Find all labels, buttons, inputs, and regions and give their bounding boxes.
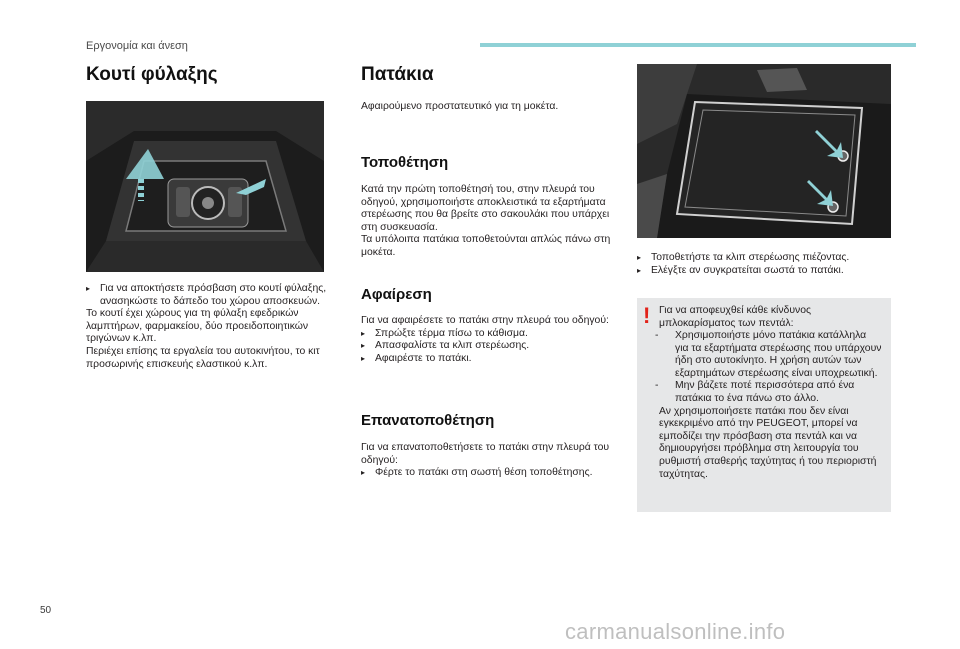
storage-text-line: τριγώνων κ.λπ. (86, 333, 157, 345)
warning-text-line: μπλοκαρίσματος των πεντάλ: (659, 317, 794, 329)
warning-text-line: ρυθμιστή σταθερής ταχύτητας ή του περιοριστή (659, 455, 877, 467)
installation-text-line: οδηγού, χρησιμοποιήστε αποκλειστικά τα εξαρτήματα (361, 196, 606, 208)
watermark: carmanualsonline.info (565, 619, 786, 644)
storage-text-line: Περιέχει επίσης τα εργαλεία του αυτοκινήτου, το κιτ (86, 345, 320, 357)
floor-mat-photo (637, 64, 891, 238)
refitting-heading: Επανατοποθέτηση (361, 412, 495, 429)
installation-text-line: Τα υπόλοιπα πατάκια τοποθετούνται απλώς πάνω στη (361, 234, 611, 246)
removal-step: ▸ Απασφαλίστε τα κλιπ στερέωσης. (361, 340, 631, 353)
removal-heading: Αφαίρεση (361, 286, 432, 303)
fitting-step: ▸ Τοποθετήστε τα κλιπ στερέωσης πιέζοντας. (637, 252, 897, 265)
warning-item-line: εξαρτημάτων στερέωσης είναι υποχρεωτική. (675, 367, 878, 379)
refitting-text-line: οδηγού: (361, 454, 398, 466)
installation-text-line: στερέωσης που θα βρείτε στο σακουλάκι που υπάρχει (361, 209, 610, 221)
warning-item: - Χρησιμοποιήστε μόνο πατάκια κατάλληλα (645, 330, 889, 343)
page-number: 50 (40, 605, 52, 616)
warning-item: - Μην βάζετε ποτέ περισσότερα από ένα (645, 380, 889, 393)
storage-access-step: ▸ Για να αποκτήσετε πρόσβαση στο κουτί φύλαξης, ανασηκώστε το δάπεδο του χώρου αποσκευών. (86, 283, 336, 308)
installation-text-line: μοκέτα. (361, 246, 396, 258)
warning-text-line: εγκεκριμένο από την PEUGEOT, μπορεί να (659, 418, 858, 430)
warning-item-line: για τα εξαρτήματα στερέωσης που υπάρχουν (675, 342, 882, 354)
mats-title: Πατάκια (361, 64, 434, 85)
storage-box-title: Κουτί φύλαξης (86, 64, 218, 85)
warning-text-line: Για να αποφευχθεί κάθε κίνδυνος (659, 305, 812, 316)
floor-mat-illustration (637, 64, 891, 238)
fitting-step: ▸ Ελέγξτε αν συγκρατείται σωστά το πατάκι. (637, 265, 897, 278)
section-header: Εργονομία και άνεση (86, 40, 188, 52)
refitting-text-line: Για να επανατοποθετήσετε το πατάκι στην πλευρά του (361, 442, 610, 453)
installation-text-line: Κατά την πρώτη τοποθέτησή του, στην πλευρά του (361, 184, 595, 195)
removal-step: ▸ Σπρώξτε τέρμα πίσω το κάθισμα. (361, 328, 631, 341)
storage-text-line: Το κουτί έχει χώρους για τη φύλαξη εφεδρικών (86, 308, 299, 320)
warning-text-line: εμποδίζει την πρόσβαση στα πεντάλ και να (659, 430, 857, 442)
exclamation-icon: ! (643, 303, 651, 328)
trunk-storage-photo (86, 101, 324, 272)
warning-item-line: ήδη στο αυτοκίνητο. Η χρήση αυτών των (675, 355, 862, 367)
mats-intro: Αφαιρούμενο προστατευτικό για τη μοκέτα. (361, 101, 559, 112)
refitting-step: ▸ Φέρτε το πατάκι στη σωστή θέση τοποθέτησης. (361, 467, 631, 480)
warning-item-line: πατάκια το ένα πάνω στο άλλο. (675, 392, 819, 404)
removal-step: ▸ Αφαιρέστε το πατάκι. (361, 353, 631, 366)
header-accent-bar (480, 43, 916, 47)
storage-text-line: λαμπτήρων, φαρμακείου, δύο προειδοποιητικών (86, 320, 309, 332)
warning-text-line: Αν χρησιμοποιήσετε πατάκι που δεν είναι (659, 405, 849, 417)
installation-heading: Τοποθέτηση (361, 154, 449, 171)
warning-text-line: δημιουργήσει πρόβλημα στη λειτουργία του (659, 443, 859, 455)
trunk-storage-illustration (86, 101, 324, 272)
warning-text-line: ταχύτητας. (659, 468, 708, 480)
installation-text-line: στη συσκευασία. (361, 221, 438, 233)
removal-intro: Για να αφαιρέσετε το πατάκι στην πλευρά του οδηγού: (361, 315, 609, 326)
storage-text-line: προσωρινής επισκευής ελαστικού κ.λπ. (86, 358, 268, 370)
